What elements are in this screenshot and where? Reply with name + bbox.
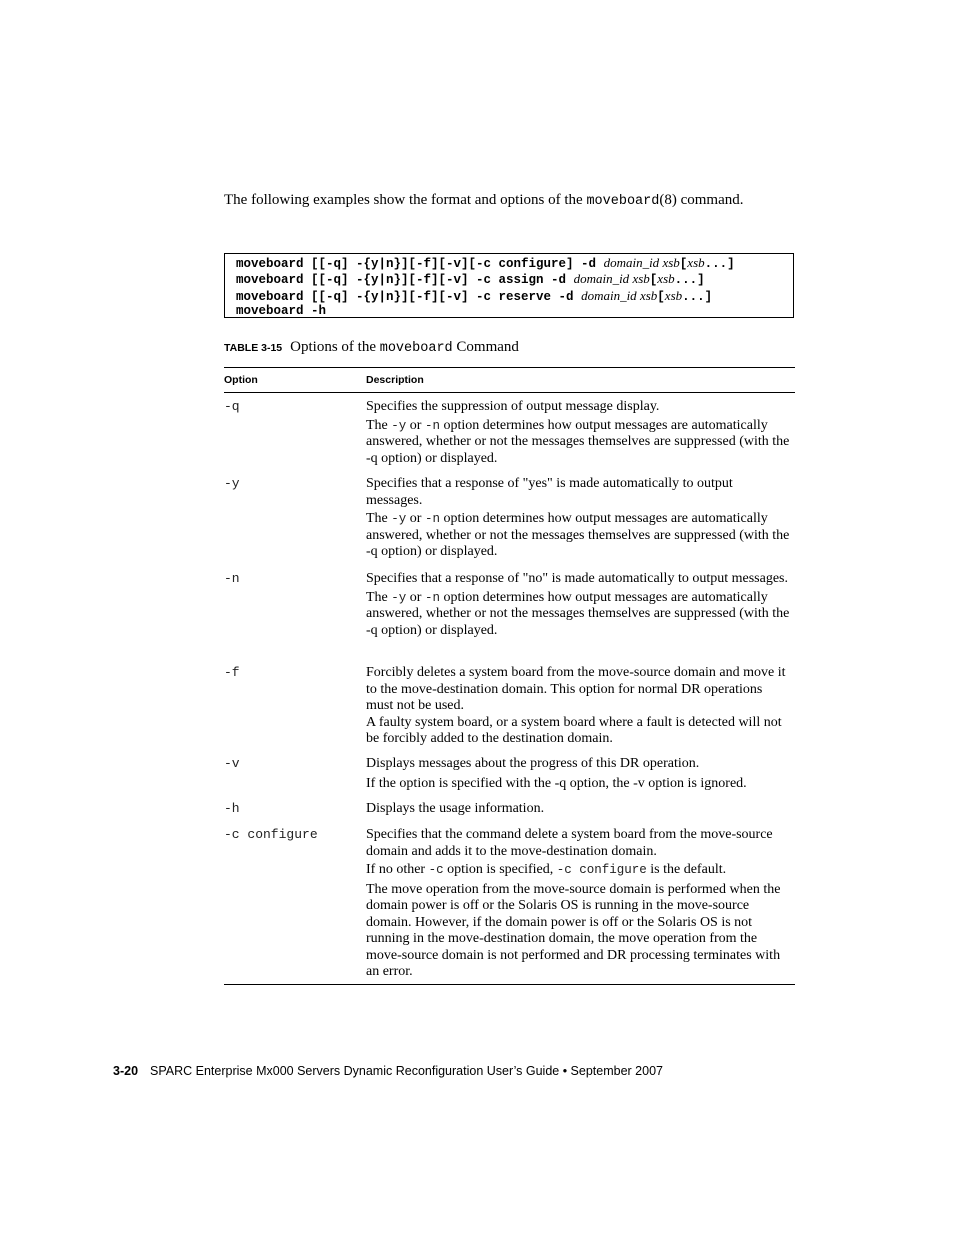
option-v: -v [224, 756, 240, 771]
default-note: If no other -c option is specified, -c configure is the default. [366, 862, 727, 877]
option-c-configure: -c configure [224, 827, 318, 842]
intro-command: moveboard [586, 194, 660, 209]
table-header-rule [224, 392, 795, 393]
code-line-assign: moveboard [[-q] -{y|n}][-f][-v] -c assign -d domain_id xsb[xsb...] [236, 271, 705, 287]
description-f: Forcibly deletes a system board from the move-source domain and move it to the move-destination domain. This option for normal DR operations must not be used. A faulty system board, or a system board where a fault is detected will not be forcibly added to the destination domain. [366, 665, 786, 746]
table-top-rule [224, 367, 795, 368]
description-h: Displays the usage information. [366, 801, 545, 816]
description-v: Displays messages about the progress of this DR operation. If the option is specified with the -q option, the -v option is ignored. [366, 756, 747, 791]
header-option: Option [224, 374, 258, 386]
code-line-reserve: moveboard [[-q] -{y|n}][-f][-v] -c reserve -d domain_id xsb[xsb...] [236, 288, 713, 304]
description-n: Specifies that a response of "no" is made automatically to output messages. The -y or -n option determines how output messages are automatically answered, whether or not the messages themselves are suppressed (with the -q option) or displayed. [366, 571, 790, 638]
intro-text-after: (8) command. [659, 192, 744, 208]
footer-title: SPARC Enterprise Mx000 Servers Dynamic Reconfiguration User’s Guide • September 2007 [150, 1064, 663, 1078]
option-n: -n [224, 571, 240, 586]
option-y: -y [224, 476, 240, 491]
description-y: Specifies that a response of "yes" is made automatically to output messages. The -y or -n option determines how output messages are automatically answered, whether or not the messages themselves are suppressed (with the -q option) or displayed. [366, 476, 790, 559]
table-bottom-rule [224, 984, 795, 985]
description-c-configure: Specifies that the command delete a system board from the move-source domain and adds it to the move-destination domain. If no other -c option is specified, -c configure is the default. The move operation from the move-source domain is performed when the domain power is off or the Solaris OS is running in the move-source domain. However, if the domain power is off or the Solaris OS is not running in the move-destination domain, the move operation from the move-source domain is not performed and DR processing terminates with an error. [366, 827, 791, 981]
table-title-command: moveboard [379, 341, 453, 356]
intro-paragraph [224, 191, 784, 211]
yn-note: The -y or -n option determines how output messages are automatically answered, whether or not the messages themselves are suppressed (with the -q option) or displayed. [366, 511, 790, 559]
option-f: -f [224, 665, 240, 680]
header-description: Description [366, 374, 424, 386]
code-example-box [224, 253, 794, 318]
description-q: Specifies the suppression of output message display. The -y or -n option determines how output messages are automatically answered, whether or not the messages themselves are suppressed (with the -q option) or displayed. [366, 399, 790, 466]
page-number: 3-20 [113, 1064, 139, 1078]
option-h: -h [224, 801, 240, 816]
option-q: -q [224, 399, 240, 414]
yn-note: The -y or -n option determines how output messages are automatically answered, whether or not the messages themselves are suppressed (with the -q option) or displayed. [366, 417, 790, 466]
code-line-help: moveboard -h [236, 304, 327, 318]
intro-text-before: The following examples show the format and options of the [224, 192, 587, 208]
page-footer [113, 1064, 663, 1078]
code-line-configure: moveboard [[-q] -{y|n}][-f][-v][-c configure] -d domain_id xsb[xsb...] [236, 255, 735, 271]
yn-note: The -y or -n option determines how output messages are automatically answered, whether or not the messages themselves are suppressed (with the -q option) or displayed. [366, 589, 790, 638]
table-caption: TABLE 3-15 Options of the moveboard Command [224, 339, 519, 356]
table-label: TABLE 3-15 [224, 342, 283, 354]
